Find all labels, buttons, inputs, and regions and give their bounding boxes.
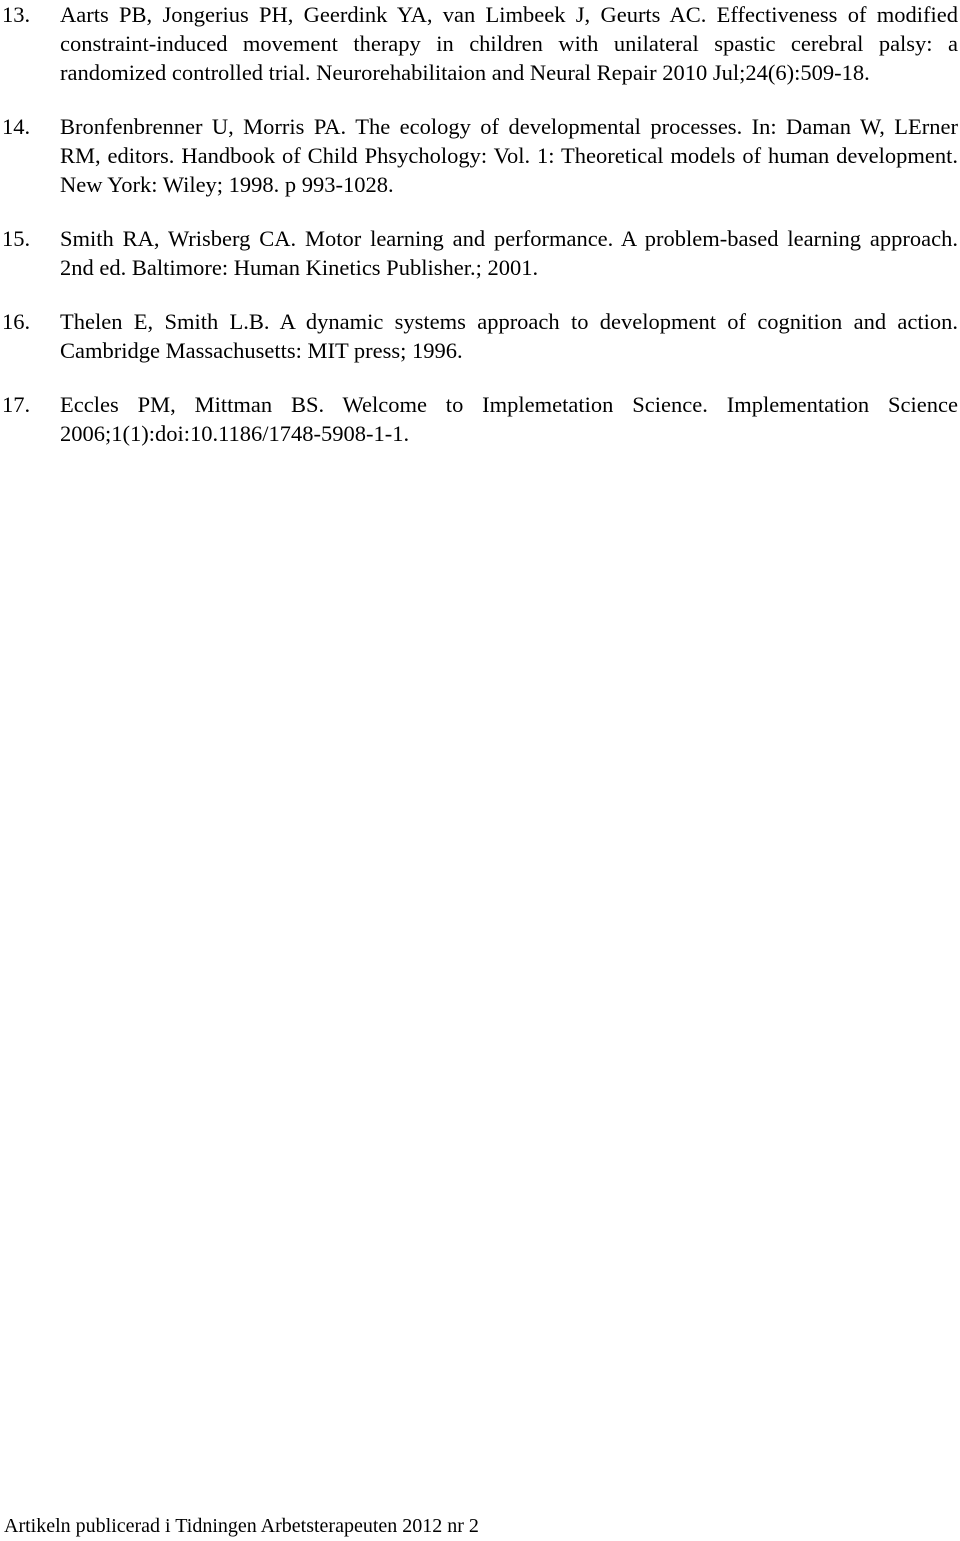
reference-text: Smith RA, Wrisberg CA. Motor learning and performance. A problem-based learning approach. 2nd ed. Baltimore: Human Kinetics Publisher.; 2001. — [60, 226, 958, 280]
reference-number: 14. — [2, 114, 31, 139]
reference-number: 13. — [2, 2, 31, 27]
reference-item-13 — [0, 0, 958, 87]
reference-list — [0, 0, 958, 473]
page-footer: Artikeln publicerad i Tidningen Arbetsterapeuten 2012 nr 2 — [4, 1515, 479, 1537]
reference-text: Bronfenbrenner U, Morris PA. The ecology of developmental processes. In: Daman W, LErner RM, editors. Handbook of Child Phsychology: Vol. 1: Theoretical models of human development. New York: Wiley; 1998. p 993-1028. — [60, 114, 958, 197]
reference-item-16 — [0, 307, 958, 365]
reference-text: Aarts PB, Jongerius PH, Geerdink YA, van Limbeek J, Geurts AC. Effectiveness of modified constraint-induced movement therapy in children with unilateral spastic cerebral palsy: a randomized controlled trial. Neurorehabilitaion and Neural Repair 2010 Jul;24(6):509-18. — [60, 2, 958, 85]
reference-number: 15. — [2, 226, 31, 251]
reference-item-15 — [0, 224, 958, 282]
reference-text: Thelen E, Smith L.B. A dynamic systems approach to development of cognition and action. Cambridge Massachusetts: MIT press; 1996. — [60, 309, 958, 363]
reference-item-17 — [0, 390, 958, 448]
reference-item-14 — [0, 112, 958, 199]
reference-number: 16. — [2, 309, 31, 334]
reference-text: Eccles PM, Mittman BS. Welcome to Implemetation Science. Implementation Science 2006;1(1):doi:10.1186/1748-5908-1-1. — [60, 392, 958, 446]
reference-number: 17. — [2, 392, 31, 417]
